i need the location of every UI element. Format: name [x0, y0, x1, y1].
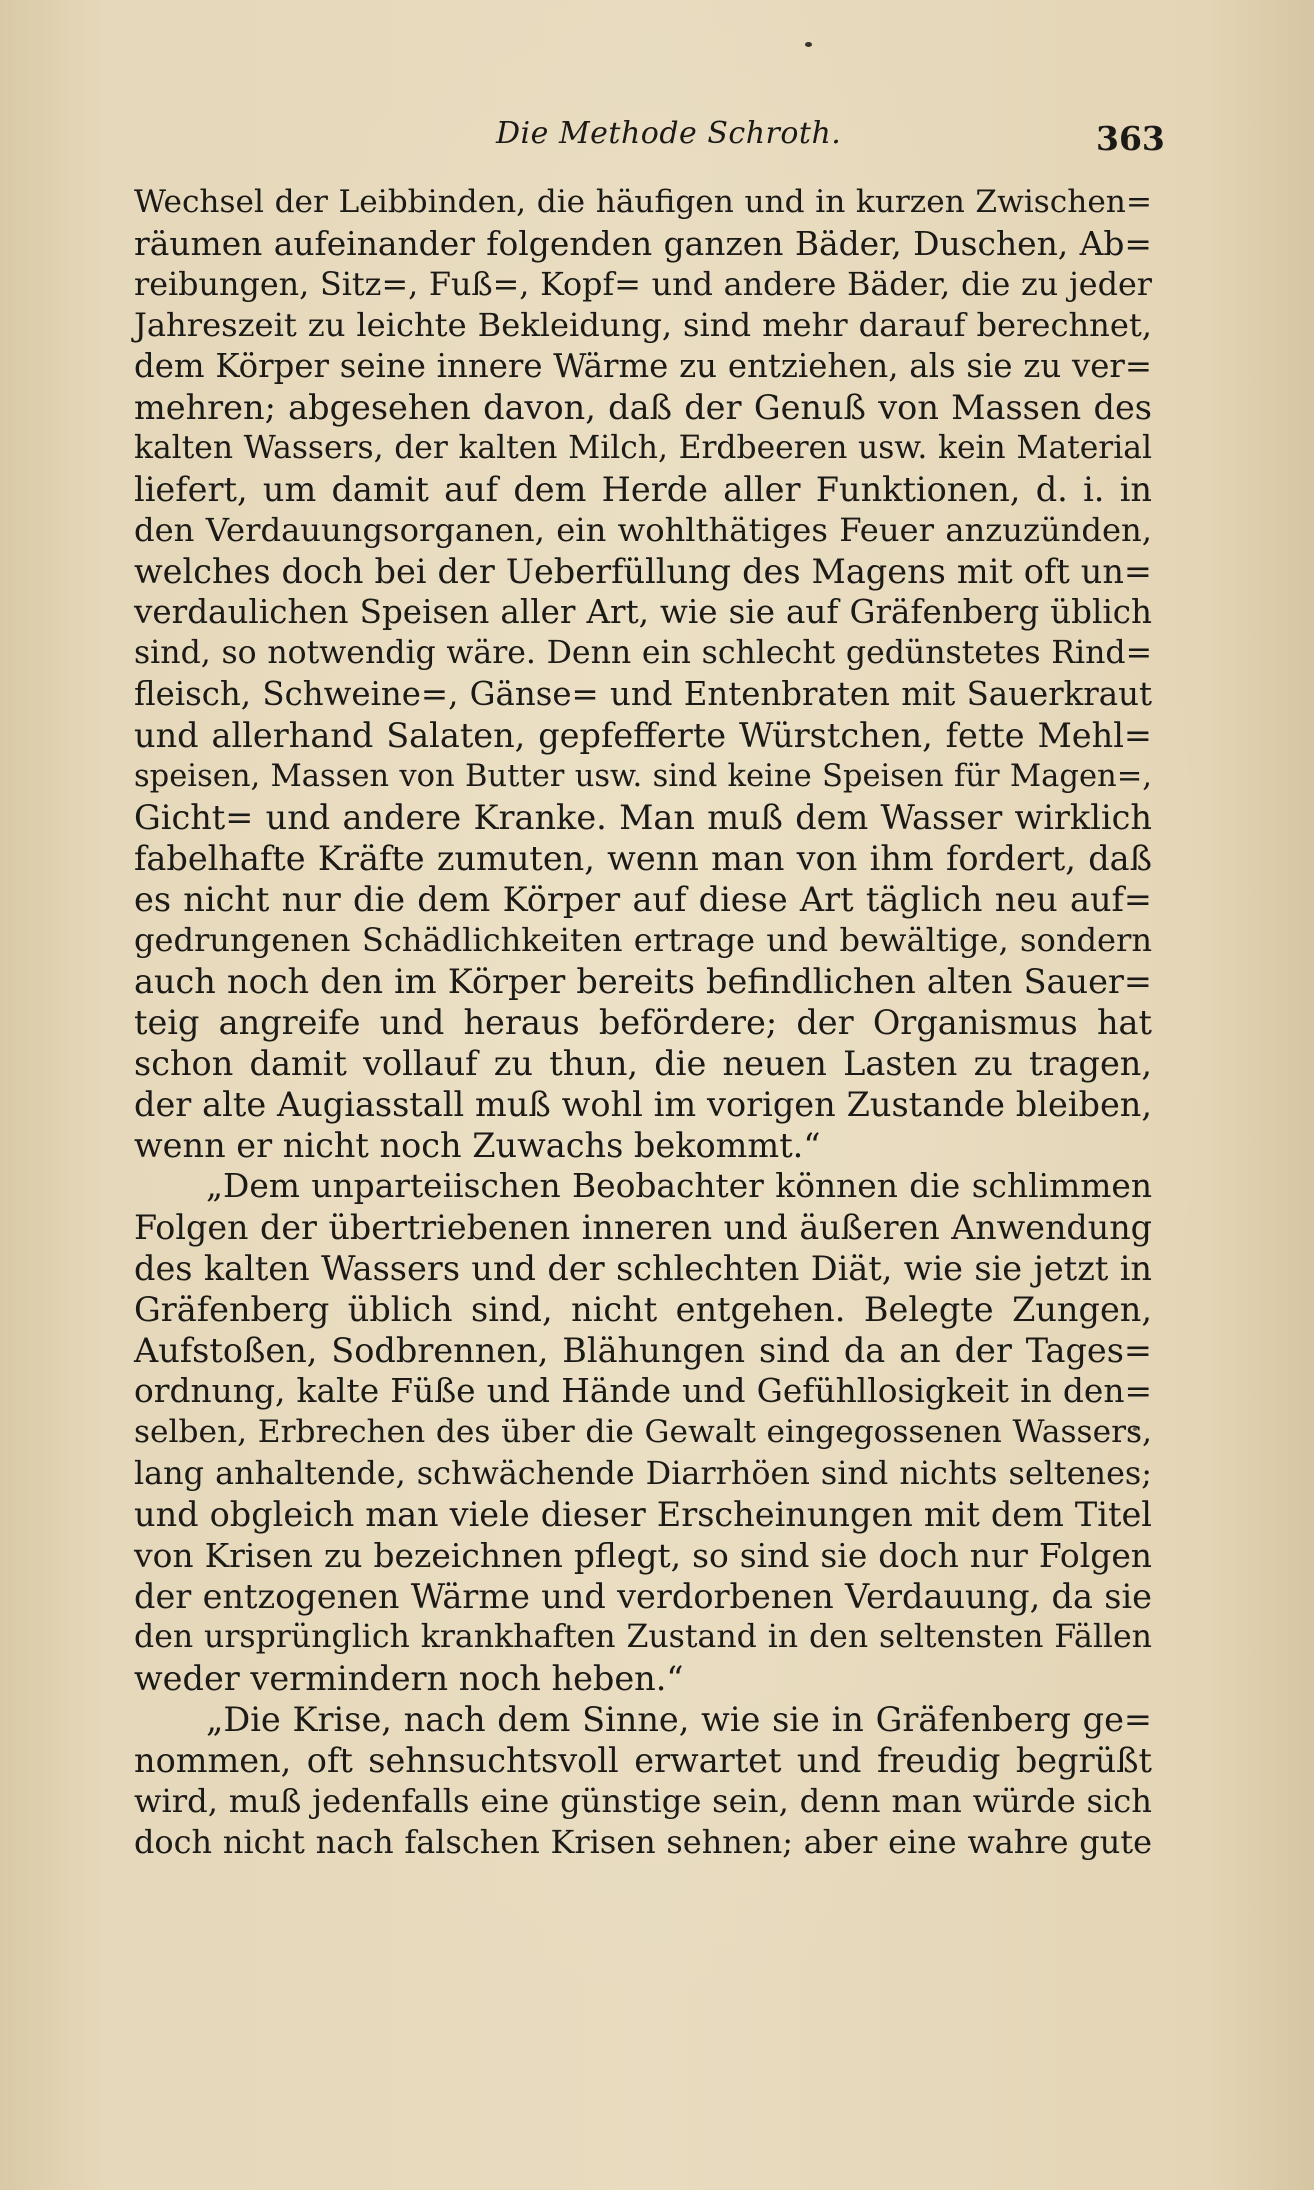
text-line: räumen aufeinander folgenden ganzen Bäder, Duschen, Ab= [134, 224, 1152, 263]
text-line: des kalten Wassers und der schlechten Diät, wie sie jetzt in [134, 1249, 1152, 1288]
text-line: ordnung, kalte Füße und Hände und Gefühllosigkeit in den= [134, 1372, 1152, 1410]
text-line: welches doch bei der Ueberfüllung des Magens mit oft un= [134, 552, 1152, 591]
text-line: den Verdauungsorganen, ein wohlthätiges Feuer anzuzünden, [134, 511, 1152, 549]
text-line: wenn er nicht noch Zuwachs bekommt.“ [134, 1126, 821, 1165]
text-line: dem Körper seine innere Wärme zu entziehen, als sie zu ver= [134, 347, 1152, 385]
text-line: teig angreife und heraus befördere; der Organismus hat [134, 1003, 1152, 1042]
text-line: Jahreszeit zu leichte Bekleidung, sind mehr darauf berechnet, [134, 306, 1152, 344]
text-line: Folgen der übertriebenen inneren und äußeren Anwendung [134, 1208, 1152, 1247]
text-line: und allerhand Salaten, gepfefferte Würstchen, fette Mehl= [134, 716, 1152, 755]
text-line: der alte Augiasstall muß wohl im vorigen Zustande bleiben, [134, 1085, 1152, 1124]
text-line: verdaulichen Speisen aller Art, wie sie auf Gräfenberg üblich [134, 593, 1152, 631]
running-title: Die Methode Schroth. [496, 116, 842, 151]
text-line: der entzogenen Wärme und verdorbenen Verdauung, da sie [134, 1577, 1152, 1616]
text-line: reibungen, Sitz=, Fuß=, Kopf= und andere Bäder, die zu jeder [134, 266, 1152, 303]
text-line: von Krisen zu bezeichnen pflegt, so sind sie doch nur Folgen [134, 1536, 1152, 1575]
text-line: Aufstoßen, Sodbrennen, Blähungen sind da an der Tages= [134, 1331, 1152, 1370]
text-line: selben, Erbrechen des über die Gewalt eingegossenen Wassers, [134, 1414, 1152, 1450]
text-line: schon damit vollauf zu thun, die neuen Lasten zu tragen, [134, 1044, 1152, 1083]
text-line: „Dem unparteiischen Beobachter können die schlimmen [206, 1167, 1152, 1205]
text-line: auch noch den im Körper bereits befindlichen alten Sauer= [134, 962, 1152, 1001]
body-text [134, 182, 1152, 1863]
text-line: wird, muß jedenfalls eine günstige sein, denn man würde sich [134, 1782, 1152, 1820]
text-line: Gräfenberg üblich sind, nicht entgehen. Belegte Zungen, [134, 1290, 1152, 1329]
text-line: „Die Krise, nach dem Sinne, wie sie in Gräfenberg ge= [206, 1700, 1152, 1739]
text-line: Gicht= und andere Kranke. Man muß dem Wasser wirklich [134, 798, 1152, 837]
text-line: nommen, oft sehnsuchtsvoll erwartet und freudig begrüßt [134, 1741, 1152, 1780]
text-line: weder vermindern noch heben.“ [134, 1659, 684, 1698]
text-line: den ursprünglich krankhaften Zustand in den seltensten Fällen [134, 1619, 1152, 1655]
page-header [0, 116, 1314, 156]
text-line: mehren; abgesehen davon, daß der Genuß von Massen des [134, 388, 1152, 427]
text-line: es nicht nur die dem Körper auf diese Art täglich neu auf= [134, 880, 1152, 919]
text-line: gedrungenen Schädlichkeiten ertrage und bewältige, sondern [134, 921, 1152, 959]
text-line: doch nicht nach falschen Krisen sehnen; aber eine wahre gute [134, 1823, 1152, 1861]
text-line: fleisch, Schweine=, Gänse= und Entenbraten mit Sauerkraut [134, 675, 1152, 713]
text-line: sind, so notwendig wäre. Denn ein schlecht gedünstetes Rind= [134, 635, 1152, 671]
text-line: speisen, Massen von Butter usw. sind keine Speisen für Magen=, [134, 759, 1152, 794]
text-line: und obgleich man viele dieser Erscheinungen mit dem Titel [134, 1495, 1152, 1534]
text-line: Wechsel der Leibbinden, die häufigen und in kurzen Zwischen= [134, 184, 1152, 220]
text-line: kalten Wassers, der kalten Milch, Erdbeeren usw. kein Material [134, 430, 1152, 466]
text-line: lang anhaltende, schwächende Diarrhöen sind nichts seltenes; [134, 1454, 1152, 1492]
ink-speck [805, 42, 812, 47]
text-line: liefert, um damit auf dem Herde aller Funktionen, d. i. in [134, 470, 1152, 509]
page-number: 363 [1096, 119, 1165, 158]
text-line: fabelhafte Kräfte zumuten, wenn man von ihm fordert, daß [134, 839, 1152, 878]
